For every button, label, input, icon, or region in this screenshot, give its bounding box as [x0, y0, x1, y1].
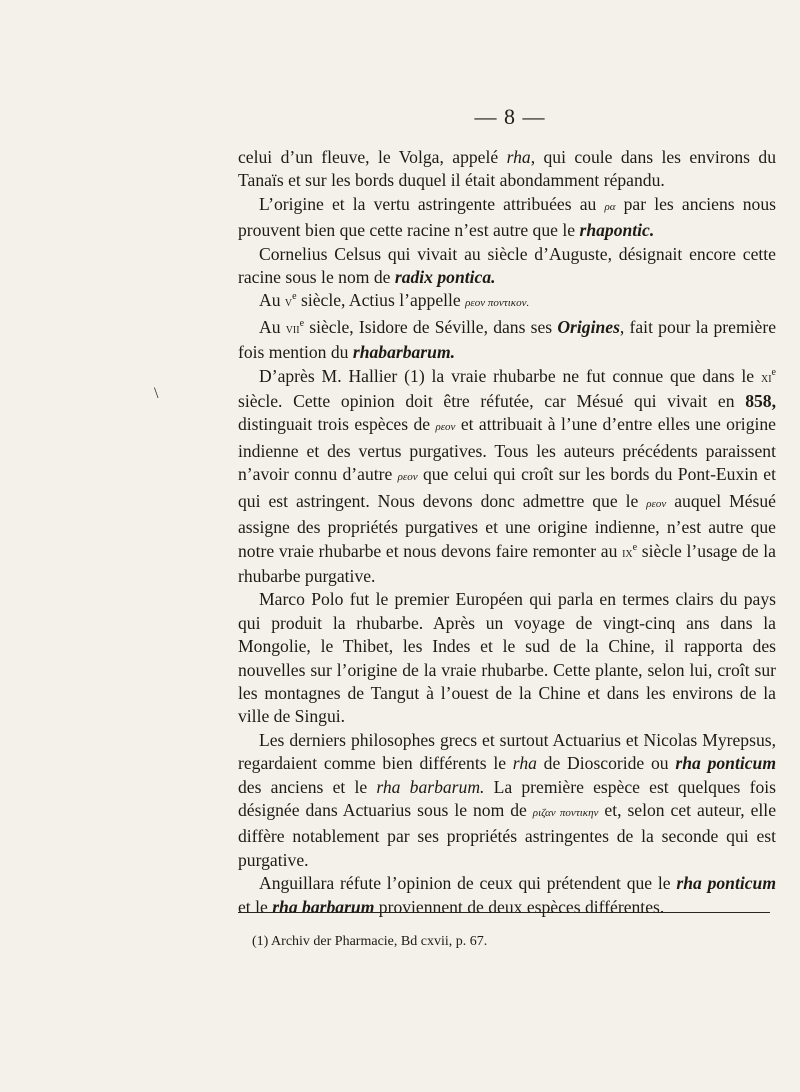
styled-run-sc: ix: [622, 545, 633, 561]
text-run: et attribuait à l’une d’entre elles une origine indienne et des vertus purgatives. Tous les auteurs précédents paraissent n’avoir connu d’autre: [238, 414, 776, 485]
styled-run-bi: rha barbarum: [272, 896, 375, 917]
styled-run-sup: e: [299, 317, 305, 329]
styled-run-sup: e: [771, 366, 776, 378]
styled-run-bi: rha ponticum: [676, 873, 777, 894]
text-run: Cornelius Celsus qui vivait au siècle d’Auguste, désignait encore cette racine sous le nom de: [238, 243, 776, 288]
text-run: Marco Polo fut le premier Européen qui parla en termes clairs du pays qui produit la rhubarbe. Après un voyage de vingt-cinq ans dans la Mongolie, le Thibet, les Indes et le sud de la Chine, il rapporta des nouvelles sur l’origine de la vraie rhubarbe. Cette plante, selon lui, croît sur les montagnes de Tangut à l’ouest de la Chine et dans les environs de la ville de Singui.: [238, 589, 776, 727]
text-run: des anciens et le: [238, 776, 377, 797]
styled-run-greek: ρεον: [397, 471, 418, 484]
styled-run-sup: e: [292, 291, 297, 303]
styled-run-greek: ρεον: [435, 421, 456, 434]
text-run: Au: [259, 316, 286, 337]
text-run: Anguillara réfute l’opinion de ceux qui prétendent que le: [259, 873, 677, 894]
styled-run-ital: rha: [512, 753, 537, 774]
text-run: siècle, Isidore de Séville, dans ses: [304, 316, 558, 337]
paragraph: [238, 146, 776, 193]
text-run: par les anciens nous prouvent bien que cette racine n’est autre que le: [238, 193, 776, 241]
styled-run-bold: 858,: [745, 391, 776, 412]
text-run: auquel Mésué assigne des propriétés purgatives et une origine indienne, n’est autre que notre vraie rhubarbe et nous devons faire remonter au: [238, 490, 776, 561]
styled-run-sc: xi: [760, 370, 772, 386]
text-run: Au: [259, 290, 285, 311]
paragraph: [238, 243, 776, 290]
text-run: de Dioscoride ou: [536, 753, 676, 774]
text-run: siècle, Actius l’appelle: [296, 290, 466, 311]
paragraph: [238, 365, 776, 589]
styled-run-greek: ριζαν ποντικην: [532, 806, 599, 819]
paragraph: [238, 588, 776, 728]
styled-run-sc: vii: [285, 321, 300, 337]
styled-run-sc: v: [284, 295, 293, 311]
text-run: L’origine et la vertu astringente attribuées au: [259, 193, 605, 214]
text-run: La première espèce est quelques fois désignée dans Actuarius sous le nom de: [238, 776, 776, 820]
text-run: siècle l’usage de la rhubarbe purgative.: [238, 540, 776, 586]
styled-run-bi: rhabarbarum.: [352, 342, 456, 363]
styled-run-bi: rha ponticum: [675, 753, 776, 774]
text-run: et, selon cet auteur, elle diffère notablement par ses propriétés astringentes de la seconde qui est purgative.: [238, 799, 777, 870]
text-run: , fait pour la première fois mention du: [238, 316, 777, 363]
styled-run-greek: ρεον: [646, 497, 667, 510]
footnote: (1) Archiv der Pharmacie, Bd cxvii, p. 67.: [252, 934, 488, 949]
styled-run-bi: rhapontic.: [579, 220, 655, 241]
text-run: siècle. Cette opinion doit être réfutée, car Mésué qui vivait en: [238, 391, 746, 412]
styled-run-sup: e: [632, 541, 638, 553]
text-run: distinguait trois espèces de: [238, 414, 436, 435]
paragraph: [238, 729, 776, 872]
text-run: , qui coule dans les environs du Tanaïs et sur les bords duquel il était abondamment répandu.: [238, 147, 776, 191]
styled-run-bi: radix pontica.: [394, 267, 496, 288]
page-number: — 8 —: [474, 104, 546, 129]
text-run: que celui qui croît sur les bords du Pont-Euxin et qui est astringent. Nous devons donc admettre que le: [238, 464, 776, 511]
styled-run-ital: rha: [506, 147, 531, 167]
paragraph: [238, 289, 776, 315]
text-run: D’après M. Hallier (1) la vraie rhubarbe ne fut connue que dans le: [259, 365, 761, 386]
text-run: Les derniers philosophes grecs et surtout Actuarius et Nicolas Myrepsus, regardaient comme bien différents le: [238, 729, 776, 774]
text-run: et le: [238, 896, 273, 917]
body-text: [238, 146, 776, 919]
styled-run-ital: rha barbarum.: [376, 776, 485, 797]
styled-run-greek: ρεον ποντικον.: [465, 297, 530, 310]
footnote-divider: [238, 912, 770, 913]
paragraph: [238, 193, 776, 243]
text-run: proviennent de deux espèces différentes.: [374, 896, 665, 917]
styled-run-bi: Origines: [557, 316, 620, 337]
margin-mark: \: [154, 385, 159, 402]
styled-run-greek: ρα: [604, 200, 616, 213]
paragraph: [238, 316, 776, 365]
text-run: celui d’un fleuve, le Volga, appelé: [238, 147, 507, 167]
